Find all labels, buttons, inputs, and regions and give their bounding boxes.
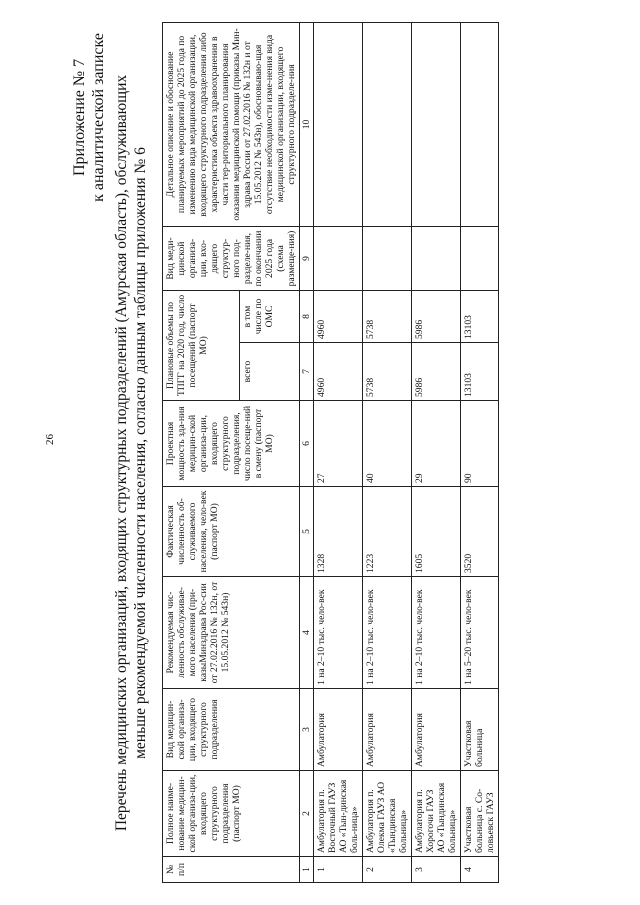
recommended-population: 1 на 2–10 тыс. чело-век [314,577,363,689]
type-2025 [314,226,363,290]
org-name: Амбулатория п. Олекма ГАУЗ АО «Тындинская больница» [363,771,412,857]
appendix-number: Приложение № 7 [71,58,88,177]
row-number: 1 [314,857,363,883]
title-line-1: Перечень медицинских организаций, входящих структурных подразделений (Амурская область), обслуживающих [113,74,130,832]
table-row [363,22,412,882]
appendix-subtitle: к аналитической записке [90,33,107,202]
actual-population: 3520 [461,487,499,577]
org-name: Амбулатория п. Хорогочи ГАУЗ АО «Тындинская больница» [412,771,461,857]
design-capacity: 90 [461,401,499,487]
row-number: 4 [461,857,499,883]
type-2025 [363,226,412,290]
recommended-population: 1 на 5–20 тыс. чело-век [461,577,499,689]
table-row [461,22,499,882]
column-number: 4 [300,577,314,689]
planned-total: 5738 [363,343,412,401]
design-capacity: 29 [412,401,461,487]
actual-population: 1605 [412,487,461,577]
planned-oms: 5738 [363,290,412,342]
column-number: 8 [300,290,314,342]
planned-total: 4960 [314,343,363,401]
recommended-population: 1 на 2–10 тыс. чело-век [412,577,461,689]
type-2025 [461,226,499,290]
planned-oms: 4960 [314,290,363,342]
header-total: всего [240,343,300,401]
design-capacity: 27 [314,401,363,487]
column-number: 7 [300,343,314,401]
org-name: Участковая больница с. Со-ловьевск ГАУЗ [461,771,499,857]
header-recommended-population: Рекомендуемая чис-ленность обслуживае-мого населения (при-казыМинздрава Рос-сии от 27.02.2016 № 132н, от 15.05.2012 № 543н) [163,577,300,689]
column-numbers-row [300,22,314,882]
description [363,22,412,226]
header-org-name: Полное наиме-нование медицин-ской организа-ции, входящего структурного подразделения (паспорт МО) [163,771,300,857]
org-type: Участковая больница [461,689,499,771]
planned-total: 5986 [412,343,461,401]
table-row [412,22,461,882]
appendix-header [70,33,108,202]
table-row [314,22,363,882]
header-planned-volumes: Плановые объемы по ТПГГ на 2020 год, число посещений (паспорт МО) [163,290,240,400]
actual-population: 1328 [314,487,363,577]
document-title [112,13,150,893]
title-line-2: меньше рекомендуемой численности населения, согласно данным таблицы приложения № 6 [132,147,149,759]
header-number: № п/п [163,857,300,883]
organizations-table [162,22,499,883]
org-type: Амбулатория [363,689,412,771]
column-number: 3 [300,689,314,771]
recommended-population: 1 на 2–10 тыс. чело-век [363,577,412,689]
org-type: Амбулатория [412,689,461,771]
org-name: Амбулатория п. Восточный ГАУЗ АО «Тын-динская боль-ница» [314,771,363,857]
header-design-capacity: Проектная мощность зда-ния медицин-ской организа-ции, входящего структурного подразделения, число посеще-ний в смену (паспорт МО) [163,401,300,487]
description [314,22,363,226]
row-number: 2 [363,857,412,883]
type-2025 [412,226,461,290]
header-type-2025: Вид меди-цинской организа-ции, вхо-дящего структур-ного под-разделе-ния, по окончании 2025 года (схема размеще-ния) [163,226,300,290]
header-actual-population: Фактическая численность об-служиваемого населения, чело-век (паспорт МО) [163,487,300,577]
row-number: 3 [412,857,461,883]
rotated-page-content [70,13,570,893]
column-number: 5 [300,487,314,577]
column-number: 6 [300,401,314,487]
header-oms: в том числе по ОМС [240,290,300,342]
planned-oms: 5986 [412,290,461,342]
planned-total: 13103 [461,343,499,401]
design-capacity: 40 [363,401,412,487]
column-number: 10 [300,22,314,226]
table-header [163,22,300,882]
header-org-type: Вид медицин-ской организа-ции, входящего структурного подразделения [163,689,300,771]
actual-population: 1223 [363,487,412,577]
header-description: Детальное описание и обоснование планируемых мероприятий до 2025 года по изменению вида медицинской организации, входящего структурного подразделения либо характеристика объекта здравоохранения в части тер-риториального планирования оказания медицинской помощи (приказы Мин-здрава России от 27.02.2016 № 132н и от 15.05.2012 № 543н), обосновываю-щая отсутствие необходимости изме-нения вида медицинской организации, входящего структурного подразделе-ния [163,22,300,226]
page-number: 26 [44,434,56,445]
column-number: 9 [300,226,314,290]
description [412,22,461,226]
planned-oms: 13103 [461,290,499,342]
org-type: Амбулатория [314,689,363,771]
column-number: 2 [300,771,314,857]
description [461,22,499,226]
column-number: 1 [300,857,314,883]
